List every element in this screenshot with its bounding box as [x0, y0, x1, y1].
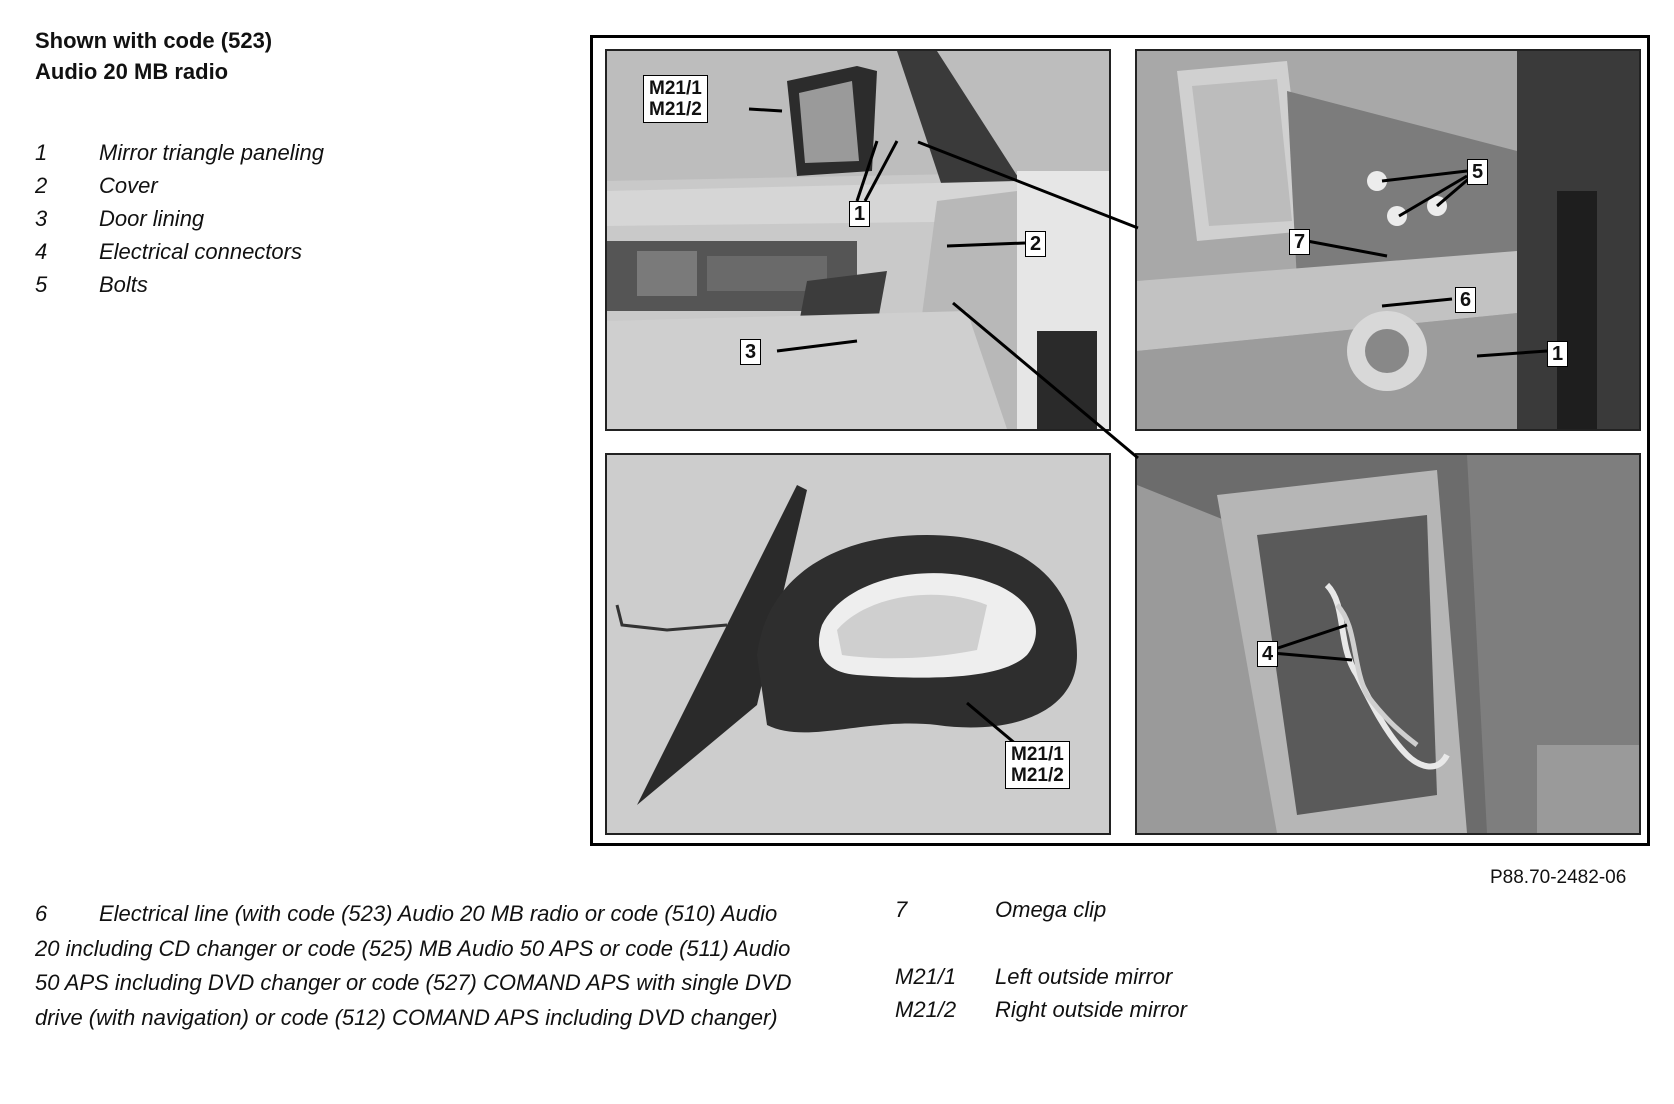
legend-number: 4 [35, 239, 48, 264]
legend-item-6 [35, 897, 795, 1035]
legend-top [35, 140, 555, 305]
legend-text: Electrical line (with code (523) Audio 20 MB radio or code (510) Audio 20 including CD changer or code (525) MB Audio 50 APS or code (511) Audio 50 APS including DVD changer or code (527) COMAND APS with single DVD drive (with navigation) or code (512) COMAND APS including DVD changer) [35, 901, 792, 1030]
callout-1-door: 1 [849, 201, 870, 227]
legend-item [35, 140, 555, 173]
callout-3: 3 [740, 339, 761, 365]
legend-item [35, 173, 555, 206]
callout-6: 6 [1455, 287, 1476, 313]
figure-id: P88.70-2482-06 [1490, 867, 1627, 888]
legend-number: 5 [35, 272, 48, 297]
legend-item [895, 964, 1615, 997]
legend-text: Omega clip [995, 897, 1107, 922]
legend-item [895, 897, 1615, 930]
callout-4: 4 [1257, 641, 1278, 667]
legend-text: Left outside mirror [995, 964, 1173, 989]
section-heading [35, 25, 272, 87]
legend-text: Mirror triangle paneling [99, 140, 324, 165]
legend-text: Right outside mirror [995, 997, 1187, 1022]
legend-number: 1 [35, 140, 48, 165]
legend-number: 7 [895, 897, 908, 922]
legend-text: Cover [99, 173, 158, 198]
leader-lines [593, 38, 1647, 843]
callout-7: 7 [1289, 229, 1310, 255]
legend-item [895, 997, 1615, 1030]
heading-line-1: Shown with code (523) [35, 28, 273, 53]
legend-bottom-right [895, 897, 1615, 1030]
callout-5: 5 [1467, 159, 1488, 185]
legend-text: Door lining [99, 206, 205, 231]
legend-text: Bolts [99, 272, 148, 297]
legend-number: 3 [35, 206, 48, 231]
legend-item [35, 206, 555, 239]
figure-frame [590, 35, 1650, 846]
heading-line-2: Audio 20 MB radio [35, 59, 229, 84]
legend-number: M21/1 [895, 964, 957, 989]
callout-mirror-top: M21/1 M21/2 [643, 75, 708, 123]
legend-number: 6 [35, 901, 48, 926]
legend-item [35, 272, 555, 305]
callout-2: 2 [1025, 231, 1046, 257]
callout-mirror-bottom: M21/1 M21/2 [1005, 741, 1070, 789]
callout-1-bolts: 1 [1547, 341, 1568, 367]
legend-item [35, 239, 555, 272]
legend-text: Electrical connectors [99, 239, 302, 264]
legend-number: M21/2 [895, 997, 957, 1022]
legend-number: 2 [35, 173, 48, 198]
